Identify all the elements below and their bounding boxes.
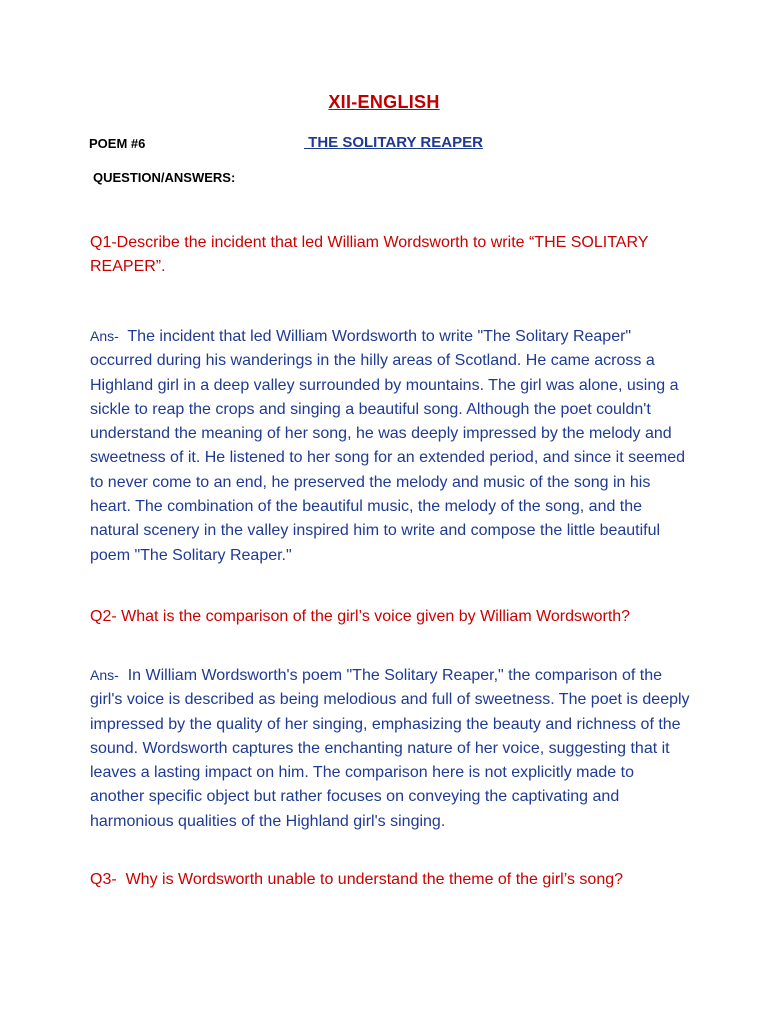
answer-1-prefix: Ans- [90,328,119,344]
poem-header-row [89,134,689,156]
question-1: Q1-Describe the incident that led William Wordsworth to write “THE SOLITARY REAPER”. [90,234,649,276]
answer-2-prefix: Ans- [90,667,119,683]
answer-2-text: In William Wordsworth's poem "The Solitary Reaper," the comparison of the girl's voice is described as being melodious and full of sweetness. The poet is deeply impressed by the quality of her singing, emphasizing the beauty and richness of the sound. Wordsworth captures the enchanting nature of her voice, suggesting that it leaves a lasting impact on him. The comparison here is not explicitly made to another specific object but rather focuses on conveying the captivating and harmonious qualities of the Highland girl's singing. [90,667,694,830]
answer-1 [90,324,690,568]
question-3: Q3- Why is Wordsworth unable to understand the theme of the girl’s song? [90,871,624,888]
question-2: Q2- What is the comparison of the girl’s voice given by William Wordsworth? [90,608,631,625]
poem-title: THE SOLITARY REAPER [304,134,483,151]
page-title: XII-ENGLISH [328,92,440,112]
answer-1-text: The incident that led William Wordsworth to write "The Solitary Reaper" occurred during his wanderings in the hilly areas of Scotland. He came across a Highland girl in a deep valley surrounded by mountains. The girl was alone, using a sickle to reap the crops and singing a beautiful song. Although the poet couldn't understand the meaning of her song, he was deeply impressed by the melody and sweetness of it. He listened to her song for an extended period, and since it seemed to never come to an end, he preserved the melody and music of the song in his heart. The combination of the beautiful music, the melody of the song, and the natural scenery in the valley inspired him to write and compose the little beautiful poem "The Solitary Reaper." [90,328,690,564]
section-label: QUESTION/ANSWERS: [93,170,236,185]
answer-2 [90,663,694,834]
poem-number: POEM #6 [89,136,146,151]
